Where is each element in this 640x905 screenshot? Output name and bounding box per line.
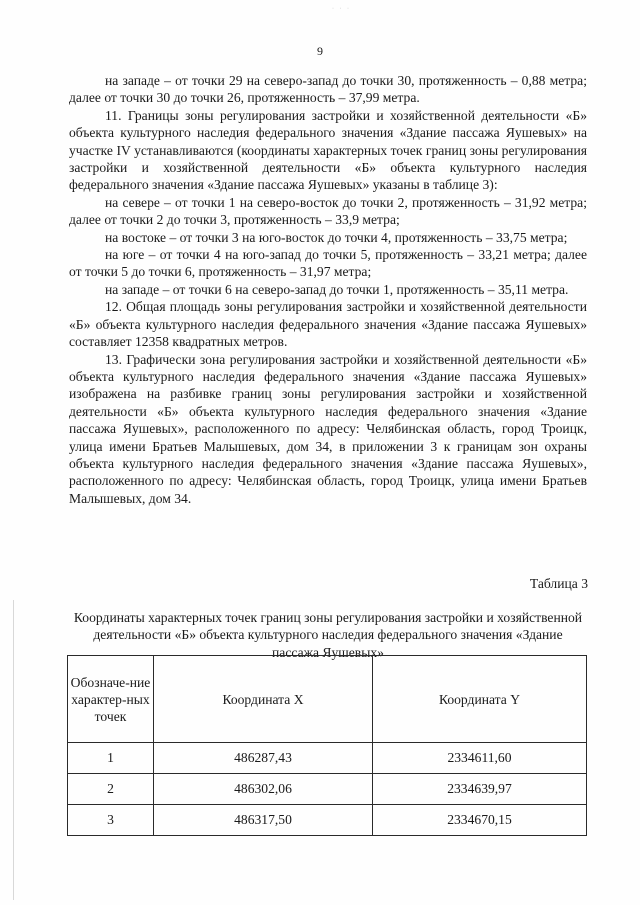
paragraph-west-boundary-section-iii: на западе – от точки 29 на северо-запад до точки 30, протяженность – 0,88 метра; далее от точки 30 до точки 26, протяженность – 37,99 метра. bbox=[69, 73, 587, 106]
table-label: Таблица 3 bbox=[529, 576, 588, 591]
cell-x: 486287,43 bbox=[154, 743, 373, 774]
paragraph-item-11: 11. Границы зоны регулирования застройки и хозяйственной деятельности «Б» объекта культурного наследия федерального значения «Здание пассажа Яушевых» на участке IV устанавливаются (координаты характерных точек границ зоны регулирования застройки и хозяйственной деятельности «Б» объекта культурного наследия федерального значения «Здание пассажа Яушевых» указаны в таблице 3): bbox=[69, 107, 587, 193]
cell-x: 486302,06 bbox=[154, 774, 373, 805]
paragraph-north-boundary: на севере – от точки 1 на северо-восток до точки 2, протяженность – 31,92 метра; далее от точки 2 до точки 3, протяженность – 33,9 метра; bbox=[69, 194, 587, 228]
paragraph-item-13: 13. Графически зона регулирования застройки и хозяйственной деятельности «Б» объекта культурного наследия федерального значения «Здание пассажа Яушевых» изображена на разбивке границ зоны регулирования застройки и хозяйственной деятельности «Б» объекта культурного наследия федерального значения «Здание пассажа Яушевых», расположенного по адресу: Челябинская область, город Троицк, улица имени Братьев Малышевых, дом 34, в приложении 3 к границам зон охраны объекта культурного наследия федерального значения «Здание пассажа Яушевых», расположенного по адресу: Челябинская область, город Троицк, улица имени Братьев Малышевых, дом 34. bbox=[69, 351, 587, 506]
table-header-row bbox=[68, 656, 587, 743]
table-row bbox=[68, 805, 587, 836]
cell-point: 1 bbox=[68, 743, 154, 774]
coordinates-table bbox=[67, 655, 587, 836]
cell-y: 2334639,97 bbox=[373, 774, 587, 805]
header-point-designation: Обозначе-ние характер-ных точек bbox=[68, 656, 154, 743]
paragraph-item-12: 12. Общая площадь зоны регулирования застройки и хозяйственной деятельности «Б» объекта культурного наследия федерального значения «Здание пассажа Яушевых» составляет 12358 квадратных метров. bbox=[69, 299, 587, 350]
scan-artifact: · · · bbox=[332, 6, 351, 12]
header-coordinate-y: Координата Y bbox=[373, 656, 587, 743]
page-number: 9 bbox=[317, 44, 323, 58]
cell-y: 2334670,15 bbox=[373, 805, 587, 836]
body-text bbox=[69, 72, 587, 507]
table-caption: Координаты характерных точек границ зоны регулирования застройки и хозяйственной деятельности «Б» объекта культурного наследия федерального значения «Здание пассажа Яушевых» bbox=[73, 610, 583, 660]
scan-edge-line bbox=[13, 600, 14, 900]
paragraph-west-boundary: на западе – от точки 6 на северо-запад до точки 1, протяженность – 35,11 метра. bbox=[105, 281, 569, 297]
table-row bbox=[68, 774, 587, 805]
paragraph-east-boundary: на востоке – от точки 3 на юго-восток до точки 4, протяженность – 33,75 метра; bbox=[105, 229, 568, 245]
cell-point: 3 bbox=[68, 805, 154, 836]
header-coordinate-x: Координата X bbox=[154, 656, 373, 743]
paragraph-south-boundary: на юге – от точки 4 на юго-запад до точки 5, протяженность – 33,21 метра; далее от точки 5 до точки 6, протяженность – 31,97 метра; bbox=[69, 247, 587, 280]
cell-point: 2 bbox=[68, 774, 154, 805]
cell-x: 486317,50 bbox=[154, 805, 373, 836]
table-row bbox=[68, 743, 587, 774]
cell-y: 2334611,60 bbox=[373, 743, 587, 774]
